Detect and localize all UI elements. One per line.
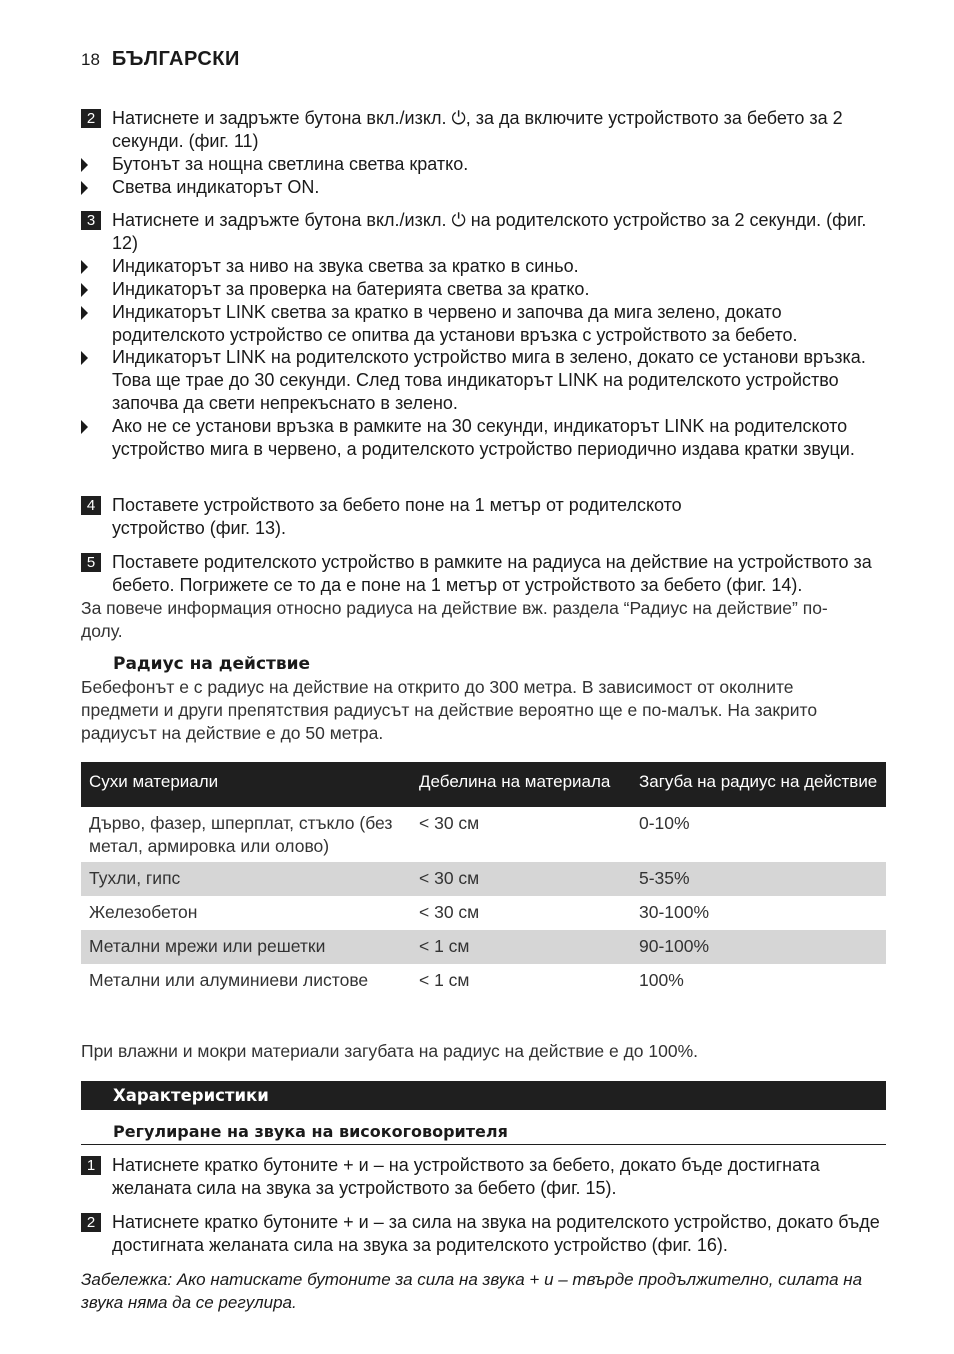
table-cell: Железобетон (89, 902, 198, 922)
step-3 (81, 209, 889, 255)
table-cell: 0-10% (639, 813, 690, 833)
table-row (81, 896, 886, 930)
step-number: 4 (81, 496, 101, 515)
column-header: Загуба на радиус на действие (631, 762, 886, 807)
table-cell: 100% (639, 970, 684, 990)
column-header: Сухи материали (81, 762, 411, 807)
subsection-title: Регулиране на звука на високоговорителя (113, 1122, 508, 1141)
table-cell: < 1 см (419, 970, 470, 990)
page-header (81, 48, 240, 71)
table-row (81, 964, 886, 998)
bullet-text: Бутонът за нощна светлина светва кратко. (112, 154, 469, 174)
page-number: 18 (81, 50, 100, 69)
volume-note: Забележка: Ако натискате бутоните за сила на звука + и – твърде продължително, силата на звука няма да се регулира. (81, 1270, 863, 1312)
table-cell: < 30 см (419, 813, 480, 833)
table-cell: Дърво, фазер, шперплат, стъкло (без метал, армировка или олово) (89, 813, 393, 856)
bullet-item (81, 346, 889, 415)
volume-step-1 (81, 1154, 889, 1200)
wet-materials-note: При влажни и мокри материали загубата на радиус на действие е до 100%. (81, 1041, 699, 1061)
bullet-text: Светва индикаторът ON. (112, 177, 320, 197)
bullet-item (81, 301, 889, 347)
table-cell: 90-100% (631, 930, 886, 964)
volume-step-2 (81, 1211, 889, 1257)
range-heading: Радиус на действие (113, 654, 311, 674)
language-title: БЪЛГАРСКИ (111, 48, 240, 70)
bullet-text: Индикаторът за ниво на звука светва за кратко в синьо. (112, 256, 579, 276)
table-cell: 5-35% (631, 862, 886, 896)
table-cell: < 30 см (411, 862, 631, 896)
table-cell: 30-100% (639, 902, 710, 922)
info-paragraph: За повече информация относно радиуса на действие вж. раздела “Радиус на действие” по-долу. (81, 598, 828, 641)
step-2 (81, 107, 889, 153)
step-text: Натиснете кратко бутоните + и – на устройството за бебето, докато бъде достигната желаната сила на звука за устройството за бебето (фиг. 15). (112, 1155, 820, 1198)
bullet-icon (81, 346, 112, 415)
table-row (81, 807, 886, 862)
bullet-text: Индикаторът LINK светва за кратко в червено и започва да мига зелено, докато родителското устройство се опитва да установи връзка с устройството за бебето. (112, 302, 798, 345)
step-number: 5 (81, 553, 101, 572)
step-4 (81, 494, 721, 540)
step-number: 2 (81, 109, 101, 128)
bullet-text: Ако не се установи връзка в рамките на 30 секунди, индикаторът LINK на родителското устройство мига в червено, а родителското устройство периодично издава кратки звуци. (112, 416, 855, 459)
bullet-text: Индикаторът за проверка на батерията светва за кратко. (112, 279, 590, 299)
bullet-icon (81, 301, 112, 347)
step-number: 1 (81, 1156, 101, 1175)
step-text: Поставете устройството за бебето поне на 1 метър от родителското устройство (фиг. 13). (112, 495, 682, 538)
step-text: Натиснете и задръжте бутона вкл./изкл. ⏻, за да включите устройството за бебето за 2 секунди. (фиг. 11) (112, 108, 843, 151)
step-number: 3 (81, 211, 101, 230)
range-table (81, 762, 886, 998)
step-text: Натиснете кратко бутоните + и – за сила на звука на родителското устройство, докато бъде достигната желаната сила на звука за родителското устройство (фиг. 16). (112, 1212, 880, 1255)
table-cell: Метални мрежи или решетки (81, 930, 411, 964)
table-cell: < 1 см (411, 930, 631, 964)
column-header: Дебелина на материала (411, 762, 631, 807)
step-text: Натиснете и задръжте бутона вкл./изкл. ⏻ на родителското устройство за 2 секунди. (фиг. 12) (112, 210, 867, 253)
step-text: Поставете родителското устройство в рамките на радиуса на действие на устройството за бебето. Погрижете се то да е поне на 1 метър от устройството за бебето (фиг. 14). (112, 552, 872, 595)
table-row (81, 930, 886, 964)
subsection-title-bar (81, 1120, 886, 1145)
bullet-item (81, 176, 889, 203)
bullet-text: Индикаторът LINK на родителското устройство мига в зелено, докато се установи връзка. Това ще трае до 30 секунди. След това индикаторът LINK на родителското устройство започва да свети непрекъснато в зелено. (112, 347, 866, 413)
section-title: Характеристики (113, 1086, 269, 1105)
table-cell: Метални или алуминиеви листове (89, 970, 369, 990)
step-5 (81, 551, 889, 597)
table-header-row (81, 762, 886, 807)
bullet-item (81, 415, 889, 461)
step-number: 2 (81, 1213, 101, 1232)
range-paragraph: Бебефонът е с радиус на действие на открито до 300 метра. В зависимост от околните предмети и други препятствия радиусът на действие вероятно ще е по-малък. На закрито радиусът на действие е до 50 метра. (81, 677, 818, 743)
bullet-icon (81, 176, 112, 203)
table-row (81, 862, 886, 896)
table-cell: < 30 см (419, 902, 480, 922)
section-title-bar (81, 1081, 886, 1110)
bullet-icon (81, 415, 112, 461)
table-cell: Тухли, гипс (81, 862, 411, 896)
